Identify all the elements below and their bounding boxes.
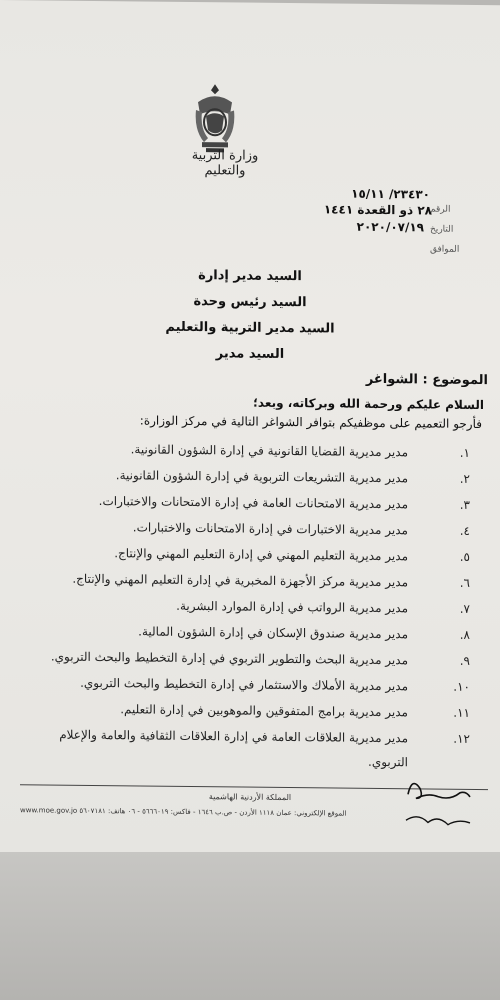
background-surface (0, 852, 500, 1000)
vacancy-item: مدير مديرية الرواتب في إدارة الموارد البشرية. (176, 598, 408, 616)
vacancy-item-continuation: التربوي. (368, 754, 408, 770)
item-number: ٢. (459, 471, 470, 486)
item-number: ٣. (459, 497, 470, 512)
vacancy-item: مدير مديرية الأملاك والاستثمار في إدارة التخطيط والبحث التربوي. (80, 675, 408, 694)
item-number: ٩. (459, 653, 470, 668)
item-number: ٨. (459, 627, 470, 642)
vacancy-item: مدير مديرية صندوق الإسكان في إدارة الشؤون المالية. (138, 624, 408, 642)
addressee-2: السيد رئيس وحدة (193, 294, 307, 311)
vacancy-item: مدير مديرية التشريعات التربوية في إدارة الشؤون القانونية. (115, 468, 408, 486)
footer-contact: www.moe.gov.jo الموقع الإلكتروني: عمان ١١١٨ الأردن - ص.ب ١٦٤٦ - فاكس: ٥٦٦٦٠١٩ - ٠٦ هاتف: ٥٦٠٧١٨١ (20, 806, 347, 818)
jordan-coat-of-arms-icon (192, 80, 238, 156)
hijri-date: ٢٨ ذو القعدة ١٤٤١ (323, 202, 432, 218)
vacancy-item: مدير مديرية العلاقات العامة في إدارة العلاقات الثقافية والعامة والإعلام (59, 727, 408, 746)
footer-country: المملكة الأردنية الهاشمية (208, 792, 292, 803)
reference-number-label: الرقم (430, 204, 451, 215)
gregorian-date: ٢٠٢٠/٠٧/١٩ (356, 219, 424, 235)
vacancy-item: مدير مديرية التعليم المهني في إدارة التعليم المهني والإنتاج. (114, 546, 408, 564)
vacancy-item: مدير مديرية البحث والتطوير التربوي في إدارة التخطيط والبحث التربوي. (50, 649, 408, 668)
vacancy-item: مدير مديرية برامج المتفوقين والموهوبين في إدارة التعليم. (120, 702, 408, 720)
subject-line: الموضوع : الشواغر (365, 371, 488, 389)
vacancy-item: مدير مديرية مركز الأجهزة المخبرية في إدارة التعليم المهني والإنتاج. (72, 571, 408, 590)
item-number: ١. (459, 445, 470, 460)
item-number: ٥. (459, 549, 470, 564)
addressee-1: السيد مدير إدارة (198, 268, 302, 285)
item-number: ٦. (459, 575, 470, 590)
vacancy-item: مدير مديرية الامتحانات العامة في إدارة الامتحانات والاختبارات. (98, 494, 408, 512)
greeting: السلام عليكم ورحمة الله وبركاته، وبعد؛ (253, 395, 484, 413)
item-number: ٤. (459, 523, 470, 538)
ministry-name: وزارة التربية والتعليم (191, 148, 259, 179)
date-label: التاريخ (430, 224, 454, 235)
vacancy-item: مدير مديرية الاختبارات في إدارة الامتحانات والاختبارات. (132, 520, 408, 538)
handwritten-signature (398, 774, 478, 835)
vacancy-item: مدير مديرية القضايا القانونية في إدارة الشؤون القانونية. (130, 442, 408, 460)
addressee-3: السيد مدير التربية والتعليم (165, 319, 335, 337)
corresponding-label: الموافق (430, 244, 460, 255)
item-number: ٧. (459, 601, 470, 616)
item-number: ١١. (453, 705, 470, 720)
item-number: ١٠. (453, 679, 470, 694)
reference-number: ٢٣٤٣٠/ ١٥/١١ (351, 186, 430, 202)
intro-paragraph: فأرجو التعميم على موظفيكم بتوافر الشواغر التالية في مركز الوزارة: (139, 413, 482, 432)
addressee-4: السيد مدير (215, 346, 285, 362)
item-number: ١٢. (453, 731, 470, 746)
